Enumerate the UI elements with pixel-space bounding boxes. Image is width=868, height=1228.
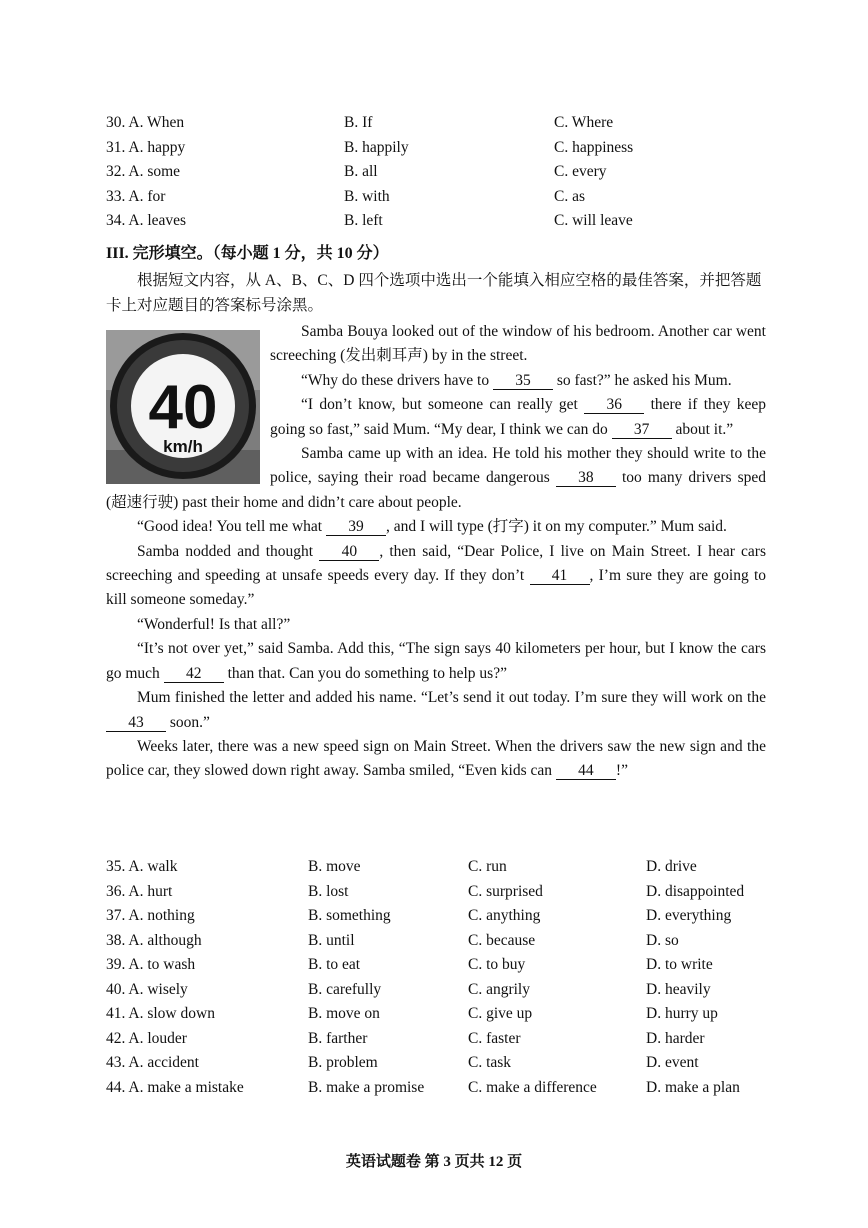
option-a: 35. A. walk [106,858,178,876]
blank-44: 44 [556,762,616,780]
option-b: B. happily [344,138,409,156]
option-c: C. happiness [554,138,634,156]
passage-paragraph-9 [106,686,766,735]
passage-text: “It’s not over yet,” said Samba. Add this, “The sign says 40 kilometers per hour, but I know the cars go much [106,640,766,682]
option-a: 33. A. for [106,187,166,205]
option-b: B. left [344,212,383,230]
question-row [106,855,744,880]
passage-text: soon.” [169,713,210,731]
option-b: B. something [308,907,391,925]
option-d: D. disappointed [646,882,745,900]
option-b: B. carefully [308,980,382,998]
sign-number: 40 [148,373,218,442]
option-a: 44. A. make a mistake [106,1078,244,1096]
previous-questions-body [106,111,633,234]
passage-text: there if they keep going so fast,” said Mum. “My dear, I think we can do [270,396,767,438]
passage-paragraph-8 [106,637,766,686]
option-a: 30. A. When [106,114,185,132]
speed-limit-sign-icon [106,330,260,484]
passage-text: “Good idea! You tell me what [137,518,323,536]
passage-text: too many drivers sped (超速行驶) past their home and didn’t care about people. [106,469,766,511]
speed-limit-sign-image [106,330,260,484]
option-c: C. task [468,1054,512,1072]
passage-paragraph-6 [106,540,766,613]
blank-43: 43 [106,714,166,732]
option-c: C. angrily [468,980,530,998]
passage-text: than that. Can you do something to help us?” [227,664,507,682]
option-c: C. anything [468,907,541,925]
question-row [106,1002,744,1027]
page-footer: 英语试题卷 第 3 页共 12 页 [345,1154,523,1170]
option-a: 43. A. accident [106,1054,199,1072]
blank-40: 40 [319,543,379,561]
blank-38: 38 [556,469,616,487]
option-b: B. move [308,858,361,876]
cloze-questions-table [106,855,744,1100]
passage-text: “Wonderful! Is that all?” [137,615,291,633]
passage-text: , then said, “Dear Police, I live on Main Street. I hear cars screeching and speeding at unsafe speeds every day. If they don’t [106,542,767,585]
passage-text: Samba Bouya looked out of the window of his bedroom. Another car went screeching (发出刺耳声) by in the street. [270,323,766,365]
option-a: 34. A. leaves [106,212,187,230]
passage-paragraph-7 [106,613,766,637]
question-row [106,111,633,136]
passage-text: , and I will type (打字) it on my computer.” Mum said. [385,518,727,536]
passage-paragraph-10 [106,735,766,784]
passage-text: Weeks later, there was a new speed sign on Main Street. When the drivers saw the new sign and the police car, they slowed down right away. Samba smiled, “Even kids can [106,737,766,780]
option-d: D. everything [646,907,732,925]
passage-paragraph-5 [106,515,766,539]
option-d: D. hurry up [646,1005,718,1023]
option-c: C. faster [468,1029,521,1047]
passage-text: “I don’t know, but someone can really get [301,396,578,414]
question-row [106,185,633,210]
question-row [106,160,633,185]
option-b: B. problem [308,1054,378,1072]
option-d: D. heavily [646,980,711,998]
option-a: 32. A. some [106,163,181,181]
option-a: 39. A. to wash [106,956,196,974]
question-row [106,209,633,234]
option-c: C. to buy [468,956,526,974]
passage-text: Mum finished the letter and added his name. “Let’s send it out today. I’m sure they will work on the [137,689,766,707]
option-b: B. all [344,163,378,181]
section-title: III. 完形填空。（每小题 1 分，共 10 分） [106,245,389,262]
passage-text: Samba came up with an idea. He told his mother they should write to the police, saying their road became dangerous [270,445,766,487]
blank-36: 36 [584,396,644,414]
passage-area [106,320,766,784]
option-c: C. give up [468,1005,533,1023]
sign-unit: km/h [163,437,203,456]
option-a: 31. A. happy [106,138,186,156]
option-c: C. because [468,931,536,949]
option-c: C. every [554,163,607,181]
passage-text: about it.” [675,420,734,438]
question-row [106,953,744,978]
option-c: C. surprised [468,882,543,900]
blank-41: 41 [530,567,590,585]
blank-37: 37 [612,421,672,439]
passage-text: “Why do these drivers have to [301,371,490,389]
passage-text: !” [615,762,628,780]
option-d: D. drive [646,858,697,876]
option-c: C. will leave [554,212,633,230]
option-c: C. make a difference [468,1078,597,1096]
option-d: D. harder [646,1029,705,1047]
cloze-questions-body [106,855,744,1100]
option-a: 42. A. louder [106,1029,187,1047]
section-instructions: 根据短文内容，从 A、B、C、D 四个选项中选出一个能填入相应空格的最佳答案，并把答题卡上对应题目的答案标号涂黑。 [106,272,762,314]
question-row [106,1051,744,1076]
option-b: B. make a promise [308,1078,425,1096]
passage-text: , I’m sure they are going to kill someone someday.” [106,567,766,609]
option-b: B. until [308,931,355,949]
option-b: B. move on [308,1005,380,1023]
option-a: 38. A. although [106,931,202,949]
option-d: D. to write [646,956,713,974]
question-row [106,904,744,929]
question-row [106,1076,744,1101]
option-a: 36. A. hurt [106,882,173,900]
option-b: B. lost [308,882,349,900]
previous-questions-table [106,111,633,234]
blank-39: 39 [326,518,386,536]
option-c: C. run [468,858,507,876]
question-row [106,880,744,905]
question-row [106,136,633,161]
option-a: 41. A. slow down [106,1005,215,1023]
option-b: B. with [344,187,390,205]
option-c: C. as [554,187,585,205]
option-b: B. farther [308,1029,368,1047]
option-d: D. so [646,931,679,949]
option-b: B. If [344,114,373,132]
option-a: 37. A. nothing [106,907,195,925]
blank-35: 35 [493,372,553,390]
blank-42: 42 [164,665,224,683]
passage-text: Samba nodded and thought [137,542,314,560]
question-row [106,978,744,1003]
option-b: B. to eat [308,956,361,974]
option-c: C. Where [554,114,614,132]
passage-text: so fast?” he asked his Mum. [556,371,732,389]
option-a: 40. A. wisely [106,980,188,998]
question-row [106,1027,744,1052]
option-d: D. event [646,1054,699,1072]
option-d: D. make a plan [646,1078,740,1096]
question-row [106,929,744,954]
